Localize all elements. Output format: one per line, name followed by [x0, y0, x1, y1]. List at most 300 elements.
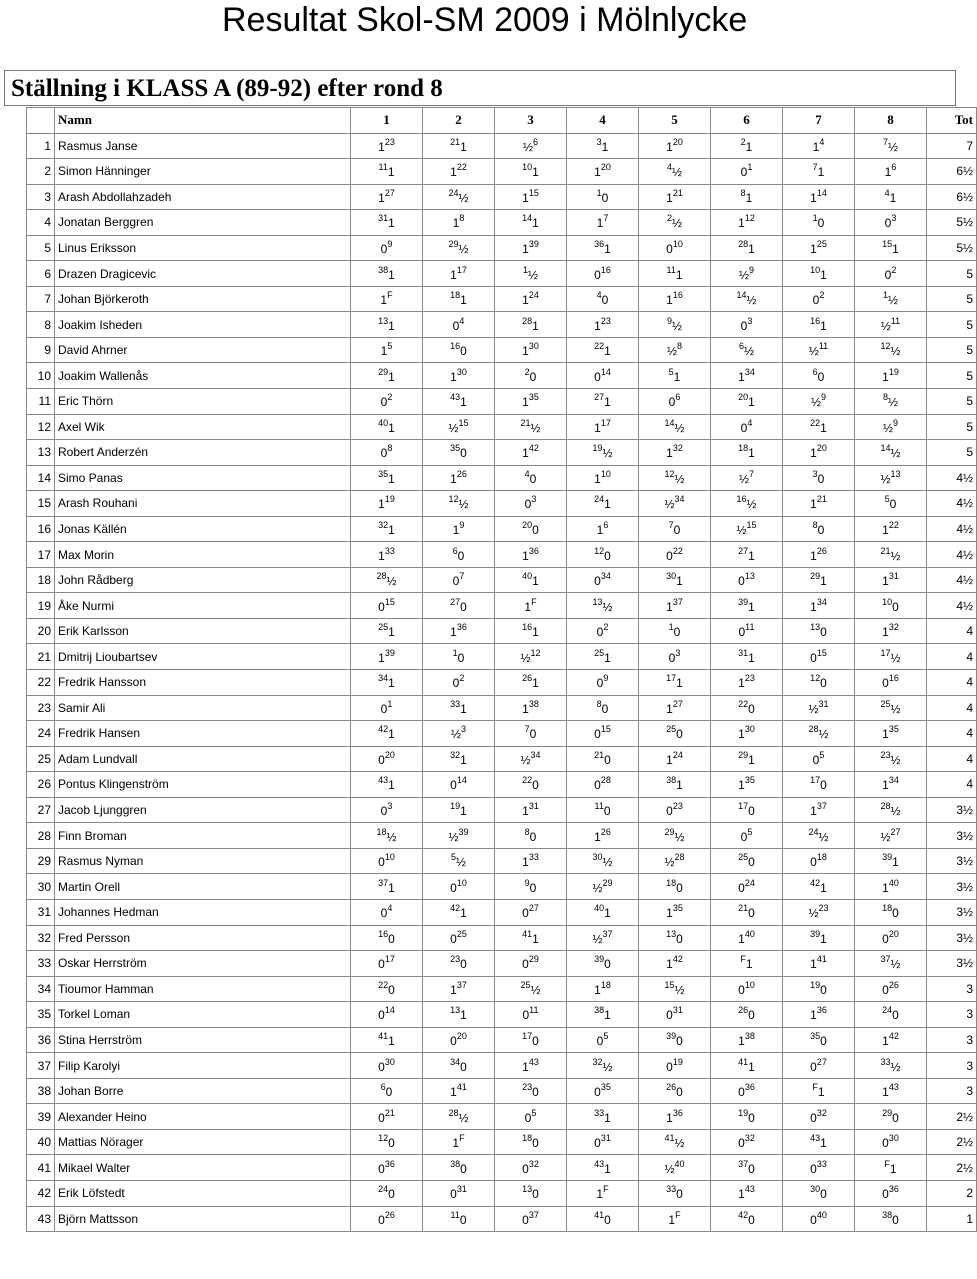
player-name: Dmitrij Lioubartsev [55, 644, 351, 670]
player-rank: 27 [27, 798, 55, 824]
round-score: 0 [604, 548, 611, 563]
table-row [27, 951, 977, 977]
round-opponent: 24 [672, 749, 683, 760]
player-name: David Ahrner [55, 338, 351, 364]
page-title: Resultat Skol-SM 2009 i Mölnlycke [222, 1, 748, 39]
round-score: 0 [380, 446, 388, 461]
round-score: 1 [460, 1008, 467, 1023]
round-score: 0 [889, 497, 897, 512]
round-result [639, 874, 711, 900]
table-row [27, 338, 977, 364]
round-score: 1 [668, 1212, 676, 1227]
round-opponent: 15 [384, 596, 395, 607]
player-name: Fredrik Hansen [55, 721, 351, 747]
round-result [855, 1155, 927, 1181]
player-total: 5 [927, 389, 977, 415]
round-result [639, 1079, 711, 1105]
round-result [639, 823, 711, 849]
player-name: Pontus Klingenström [55, 772, 351, 798]
round-result [639, 1053, 711, 1079]
round-opponent: 5 [819, 749, 825, 760]
round-opponent: 7 [749, 468, 755, 479]
round-score: ½ [520, 650, 531, 665]
player-rank: 2 [27, 159, 55, 185]
player-total: 5 [927, 415, 977, 441]
round-result [351, 542, 423, 568]
round-result [711, 696, 783, 722]
round-score: ½ [666, 344, 677, 359]
round-opponent: 18 [666, 877, 677, 888]
round-opponent: 21 [594, 749, 605, 760]
round-opponent: 21 [672, 187, 683, 198]
round-result [351, 747, 423, 773]
round-score: 1 [882, 625, 889, 640]
round-opponent: 12 [664, 468, 675, 479]
round-result [639, 440, 711, 466]
round-opponent: 33 [450, 698, 461, 709]
round-opponent: 4 [524, 468, 530, 479]
player-rank: 38 [27, 1079, 55, 1105]
round-result [711, 1002, 783, 1028]
round-score: 1 [532, 574, 539, 589]
round-result [423, 1155, 495, 1181]
round-score: 0 [882, 931, 889, 946]
round-result [855, 312, 927, 338]
round-result [855, 440, 927, 466]
round-score: ½ [674, 420, 685, 435]
round-result [711, 1207, 783, 1233]
round-opponent: 27 [528, 903, 539, 914]
player-name: Alexander Heino [55, 1104, 351, 1130]
round-opponent: 27 [450, 596, 461, 607]
round-result [423, 874, 495, 900]
round-score: 1 [666, 190, 673, 205]
round-opponent: 31 [888, 571, 899, 582]
round-result [495, 363, 567, 389]
round-score: ½ [448, 829, 459, 844]
round-result [423, 261, 495, 287]
round-result [567, 185, 639, 211]
round-result [783, 1079, 855, 1105]
round-result [855, 1028, 927, 1054]
round-score: ½ [592, 880, 603, 895]
round-score: 0 [460, 1059, 467, 1074]
round-result [639, 798, 711, 824]
player-rank: 21 [27, 644, 55, 670]
round-score: ½ [890, 804, 901, 819]
round-result [783, 1053, 855, 1079]
round-opponent: 33 [666, 1184, 677, 1195]
round-result [495, 593, 567, 619]
round-result [567, 236, 639, 262]
round-score: 1 [882, 574, 889, 589]
round-result [567, 1207, 639, 1233]
round-opponent: 25 [456, 928, 467, 939]
round-result [567, 338, 639, 364]
round-score: ½ [890, 650, 901, 665]
round-score: 0 [522, 1212, 529, 1227]
round-result [423, 619, 495, 645]
round-result [711, 236, 783, 262]
round-score: 1 [882, 778, 889, 793]
round-result [567, 517, 639, 543]
round-score: 1 [666, 752, 673, 767]
round-opponent: 5 [668, 366, 674, 377]
round-result [495, 670, 567, 696]
player-rank: 6 [27, 261, 55, 287]
round-opponent: 1 [747, 162, 753, 173]
round-result [351, 1002, 423, 1028]
player-rank: 19 [27, 593, 55, 619]
round-score: 1 [522, 548, 529, 563]
round-opponent: 6 [380, 1082, 386, 1093]
round-opponent: 9 [666, 315, 672, 326]
round-score: 0 [676, 1187, 683, 1202]
header-round: 6 [711, 108, 783, 134]
round-score: ½ [674, 982, 685, 997]
round-score: 0 [596, 676, 604, 691]
table-row [27, 134, 977, 160]
round-score: 1 [450, 369, 457, 384]
round-opponent: 41 [522, 928, 533, 939]
round-result [711, 874, 783, 900]
round-result [495, 261, 567, 287]
round-opponent: 7 [524, 724, 530, 735]
round-opponent: 28 [376, 571, 387, 582]
round-score: 0 [748, 1110, 755, 1125]
round-score: ½ [880, 471, 891, 486]
round-opponent: 10 [672, 239, 683, 249]
round-result [567, 823, 639, 849]
round-opponent: 35 [888, 724, 899, 735]
round-opponent: 12 [378, 1133, 389, 1144]
round-result [495, 619, 567, 645]
player-name: Joakim Isheden [55, 312, 351, 338]
round-result [639, 772, 711, 798]
table-row [27, 977, 977, 1003]
round-result [495, 1028, 567, 1054]
round-score: 0 [738, 1136, 745, 1151]
player-name: Filip Karolyi [55, 1053, 351, 1079]
round-opponent: 37 [602, 928, 613, 939]
round-score: 0 [812, 752, 820, 767]
round-result [351, 440, 423, 466]
round-score: 0 [522, 906, 529, 921]
player-name: Johan Björkeroth [55, 287, 351, 313]
round-result [711, 159, 783, 185]
round-score: 1 [450, 982, 457, 997]
round-result [567, 619, 639, 645]
round-opponent: 15 [600, 724, 611, 735]
round-result [711, 1079, 783, 1105]
round-score: 0 [810, 1212, 817, 1227]
player-rank: 40 [27, 1130, 55, 1156]
round-result [351, 1028, 423, 1054]
round-score: 1 [594, 318, 601, 333]
round-score: ½ [672, 318, 683, 333]
round-opponent: 32 [378, 520, 389, 531]
round-result [783, 747, 855, 773]
player-rank: 31 [27, 900, 55, 926]
round-result [783, 159, 855, 185]
round-score: 1 [748, 446, 755, 461]
round-opponent: 39 [384, 647, 395, 658]
round-score: 0 [676, 1033, 683, 1048]
round-score: 1 [748, 1059, 755, 1074]
header-name: Namn [55, 108, 351, 134]
player-total: 4 [927, 619, 977, 645]
player-total: 3 [927, 1028, 977, 1054]
round-opponent: 8 [387, 443, 393, 454]
player-name: Robert Anderzén [55, 440, 351, 466]
round-opponent: 35 [450, 443, 461, 454]
round-result [783, 1130, 855, 1156]
round-score: 0 [378, 1161, 385, 1176]
round-result [711, 977, 783, 1003]
round-result [855, 721, 927, 747]
round-score: ½ [890, 957, 901, 972]
round-score: 0 [596, 1033, 604, 1048]
round-opponent: 31 [378, 213, 389, 224]
round-result [639, 1207, 711, 1233]
round-result [423, 363, 495, 389]
round-score: 0 [594, 267, 601, 282]
round-score: 1 [810, 804, 817, 819]
player-rank: 14 [27, 466, 55, 492]
table-row [27, 1028, 977, 1054]
player-rank: 32 [27, 926, 55, 952]
round-result [639, 491, 711, 517]
round-opponent: 4 [666, 162, 672, 173]
round-result [567, 1028, 639, 1054]
round-opponent: 17 [522, 1030, 533, 1041]
round-opponent: 24 [744, 877, 755, 888]
round-opponent: 5 [531, 1107, 537, 1118]
table-row [27, 389, 977, 415]
round-result [639, 1028, 711, 1054]
round-score: 1 [452, 216, 460, 231]
round-score: 0 [604, 1212, 611, 1227]
round-result [855, 670, 927, 696]
player-name: Fred Persson [55, 926, 351, 952]
round-opponent: 39 [594, 954, 605, 965]
round-opponent: 40 [816, 1209, 827, 1220]
round-result [495, 644, 567, 670]
round-opponent: 25 [520, 979, 531, 990]
round-result [639, 644, 711, 670]
round-score: 0 [676, 727, 683, 742]
player-rank: 17 [27, 542, 55, 568]
round-result [567, 363, 639, 389]
round-result [783, 849, 855, 875]
round-score: 0 [892, 906, 899, 921]
round-opponent: 39 [528, 239, 539, 249]
round-score: 1 [748, 650, 755, 665]
round-score: ½ [746, 293, 757, 308]
round-score: 1 [889, 1161, 897, 1176]
round-result [567, 696, 639, 722]
round-opponent: 21 [384, 1107, 395, 1118]
player-rank: 22 [27, 670, 55, 696]
round-result [783, 261, 855, 287]
round-opponent: 28 [600, 775, 611, 786]
round-result [639, 236, 711, 262]
round-score: 0 [817, 523, 825, 538]
player-name: Johan Borre [55, 1079, 351, 1105]
player-name: Arash Abdollahzadeh [55, 185, 351, 211]
round-opponent: 15 [816, 647, 827, 658]
round-result [711, 363, 783, 389]
round-opponent: 2 [891, 264, 897, 275]
round-opponent: 2 [819, 290, 825, 301]
round-score: 1 [810, 548, 817, 563]
round-result [855, 823, 927, 849]
round-score: 1 [892, 855, 899, 870]
player-name: Mattias Nörager [55, 1130, 351, 1156]
player-rank: 3 [27, 185, 55, 211]
player-name: Joakim Wallenås [55, 363, 351, 389]
round-result [495, 1002, 567, 1028]
round-score: 0 [388, 982, 395, 997]
round-result [495, 415, 567, 441]
round-result [711, 185, 783, 211]
round-score: 0 [460, 1161, 467, 1176]
round-opponent: 8 [459, 213, 465, 224]
round-result [639, 466, 711, 492]
round-score: 1 [388, 471, 395, 486]
round-opponent: 4 [459, 315, 465, 326]
round-opponent: 34 [378, 673, 389, 684]
round-opponent: 26 [384, 1209, 395, 1220]
round-result [639, 926, 711, 952]
player-rank: 23 [27, 696, 55, 722]
round-score: 1 [522, 293, 529, 308]
round-score: 1 [450, 267, 457, 282]
round-result [711, 415, 783, 441]
round-opponent: 24 [448, 187, 459, 198]
round-result [423, 644, 495, 670]
round-result [351, 798, 423, 824]
round-result [423, 1130, 495, 1156]
round-score: 1 [594, 165, 601, 180]
round-opponent: 24 [808, 826, 819, 837]
player-total: 5½ [927, 210, 977, 236]
round-result [711, 1181, 783, 1207]
round-opponent: 35 [810, 1030, 821, 1041]
round-result [639, 593, 711, 619]
round-result [855, 874, 927, 900]
round-result [351, 1079, 423, 1105]
round-score: ½ [744, 344, 755, 359]
player-total: 3½ [927, 900, 977, 926]
player-name: Martin Orell [55, 874, 351, 900]
round-result [495, 1207, 567, 1233]
round-opponent: 36 [888, 1184, 899, 1195]
round-opponent: 8 [882, 392, 888, 403]
round-result [639, 951, 711, 977]
round-result [639, 670, 711, 696]
round-result [639, 389, 711, 415]
round-result [567, 134, 639, 160]
round-opponent: 38 [378, 264, 389, 275]
round-opponent: 12 [530, 647, 541, 658]
player-name: Simon Hänninger [55, 159, 351, 185]
round-result [495, 1155, 567, 1181]
round-score: ½ [890, 446, 901, 461]
round-score: 0 [748, 1161, 755, 1176]
round-result [855, 696, 927, 722]
round-result [495, 542, 567, 568]
player-name: Jacob Ljunggren [55, 798, 351, 824]
player-total: 5 [927, 440, 977, 466]
round-score: 1 [594, 471, 601, 486]
round-opponent: 13 [666, 928, 677, 939]
round-result [495, 440, 567, 466]
player-total: 4½ [927, 517, 977, 543]
round-score: 1 [820, 267, 827, 282]
round-score: 1 [820, 574, 827, 589]
round-result [711, 747, 783, 773]
round-opponent: 29 [448, 239, 459, 249]
table-row [27, 440, 977, 466]
round-score: 0 [882, 1136, 889, 1151]
round-opponent: 40 [674, 1158, 685, 1169]
round-opponent: 35 [378, 468, 389, 479]
round-opponent: 32 [528, 1158, 539, 1169]
round-opponent: 43 [378, 775, 389, 786]
round-opponent: 20 [384, 749, 395, 760]
round-result [351, 1181, 423, 1207]
round-result [423, 1104, 495, 1130]
round-result [495, 312, 567, 338]
round-score: 1 [884, 165, 892, 180]
header-round: 1 [351, 108, 423, 134]
round-score: 1 [676, 574, 683, 589]
round-result [855, 363, 927, 389]
round-result [351, 491, 423, 517]
round-opponent: 27 [594, 392, 605, 403]
round-result [783, 1155, 855, 1181]
round-opponent: 31 [456, 1184, 467, 1195]
round-result [567, 900, 639, 926]
round-result [855, 134, 927, 160]
round-result [495, 185, 567, 211]
round-opponent: 3 [675, 647, 681, 658]
round-opponent: 27 [738, 545, 749, 556]
round-score: 0 [388, 1136, 395, 1151]
round-score: 1 [820, 420, 827, 435]
round-result [567, 1053, 639, 1079]
round-result [783, 363, 855, 389]
round-opponent: 30 [456, 366, 467, 377]
round-opponent: 2 [740, 136, 746, 147]
round-opponent: 1 [668, 622, 674, 633]
player-total: 5½ [927, 236, 977, 262]
round-opponent: F [740, 954, 746, 965]
round-result [783, 568, 855, 594]
round-opponent: 38 [744, 1030, 755, 1041]
round-opponent: 17 [738, 801, 749, 812]
round-opponent: 37 [456, 979, 467, 990]
table-row [27, 185, 977, 211]
player-total: 2½ [927, 1155, 977, 1181]
round-opponent: 42 [672, 954, 683, 965]
round-opponent: 17 [810, 775, 821, 786]
round-opponent: 42 [810, 877, 821, 888]
player-name: Arash Rouhani [55, 491, 351, 517]
round-opponent: 27 [890, 826, 901, 837]
player-total: 6½ [927, 185, 977, 211]
